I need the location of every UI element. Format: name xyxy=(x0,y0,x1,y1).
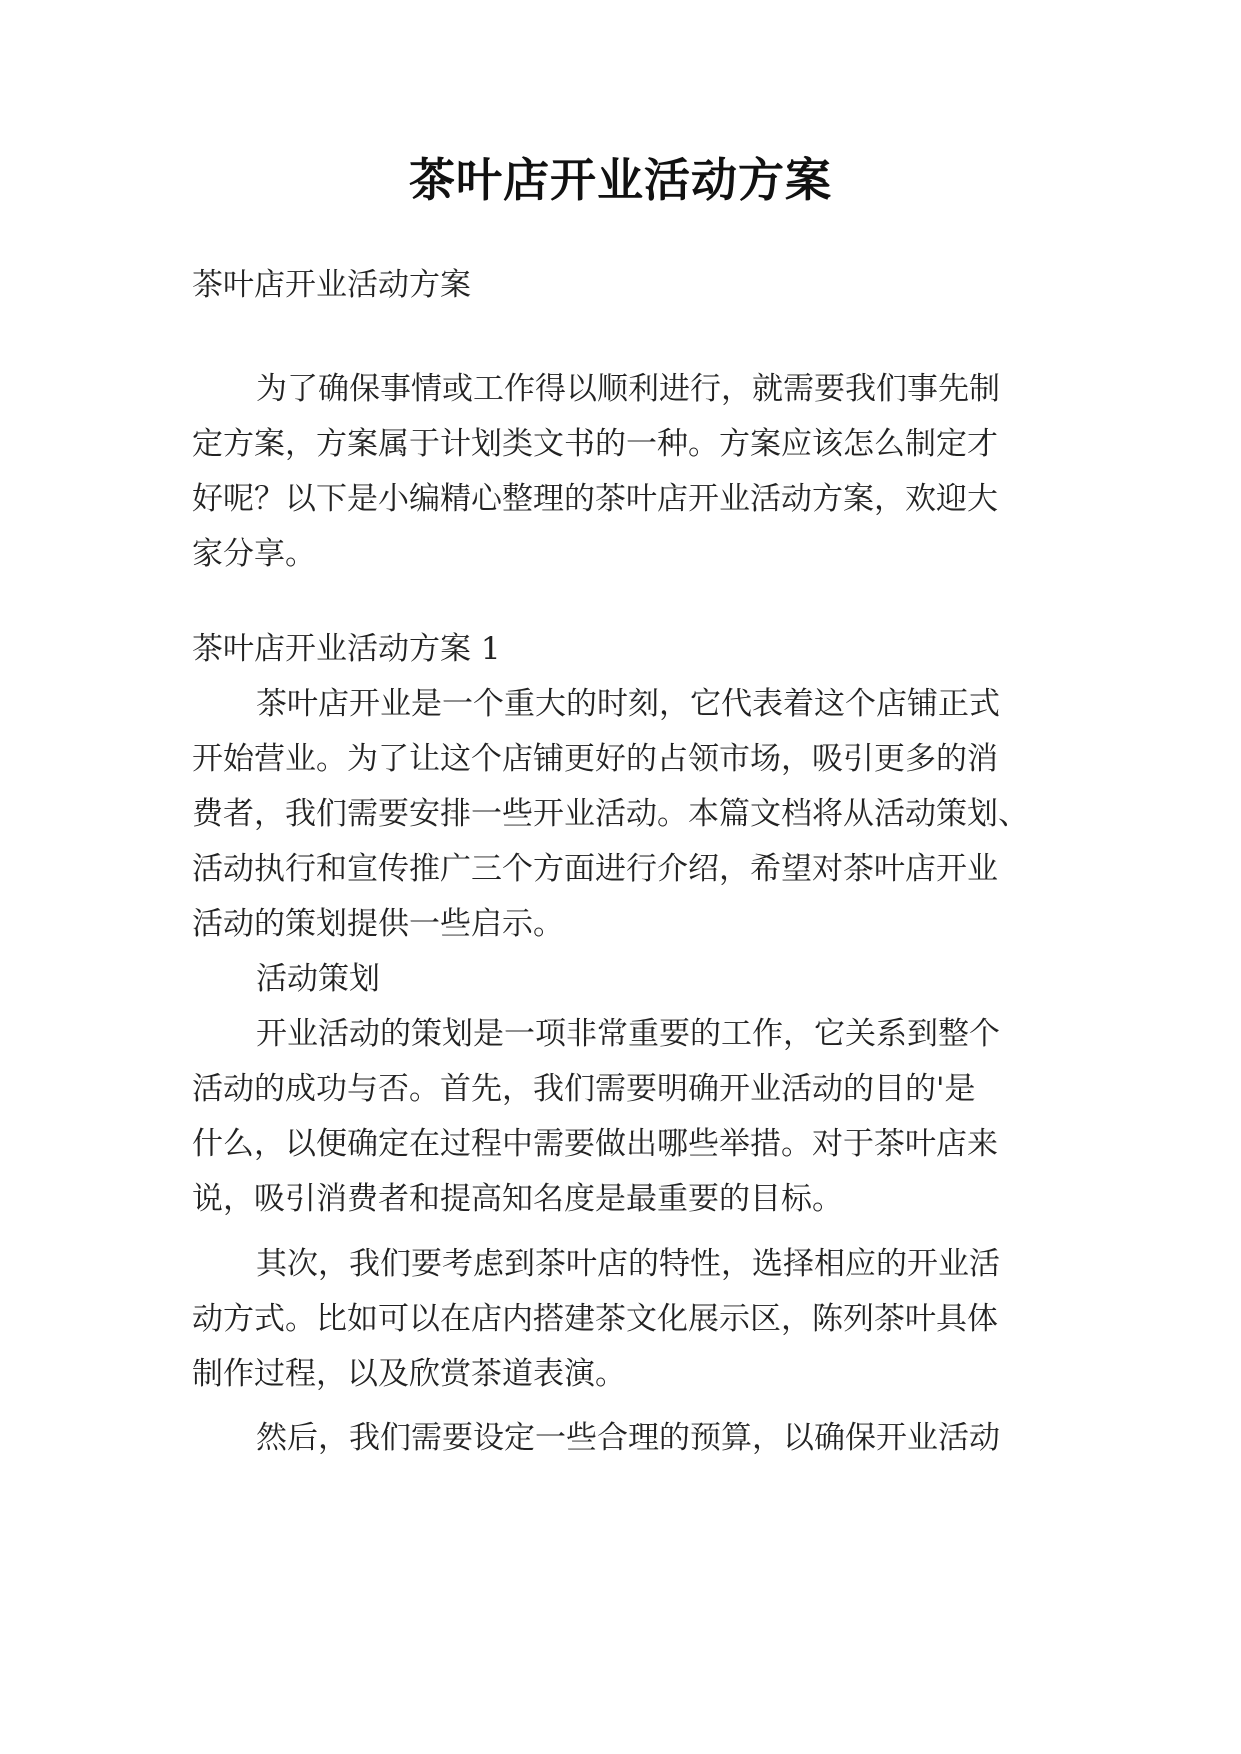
paragraph-line: 然后，我们需要设定一些合理的预算，以确保开业活动 xyxy=(256,1420,1000,1456)
intro-line: 好呢？以下是小编精心整理的茶叶店开业活动方案，欢迎大 xyxy=(192,481,998,517)
intro-line: 家分享。 xyxy=(192,536,316,572)
paragraph-line: 费者，我们需要安排一些开业活动。本篇文档将从活动策划、 xyxy=(192,796,1029,832)
paragraph-line: 其次，我们要考虑到茶叶店的特性，选择相应的开业活 xyxy=(256,1246,1000,1282)
paragraph-line: 开始营业。为了让这个店铺更好的占领市场，吸引更多的消 xyxy=(192,741,998,777)
paragraph-line: 活动执行和宣传推广三个方面进行介绍，希望对茶叶店开业 xyxy=(192,851,998,887)
paragraph-line: 开业活动的策划是一项非常重要的工作，它关系到整个 xyxy=(256,1016,1000,1052)
paragraph-line: 什么，以便确定在过程中需要做出哪些举措。对于茶叶店来 xyxy=(192,1126,998,1162)
paragraph-line: 活动的成功与否。首先，我们需要明确开业活动的目的'是 xyxy=(192,1071,976,1107)
section-heading: 茶叶店开业活动方案 1 xyxy=(192,631,501,667)
paragraph-line: 动方式。比如可以在店内搭建茶文化展示区，陈列茶叶具体 xyxy=(192,1301,998,1337)
paragraph-line: 茶叶店开业是一个重大的时刻，它代表着这个店铺正式 xyxy=(256,686,1000,722)
paragraph-line: 活动的策划提供一些启示。 xyxy=(192,906,564,942)
paragraph-line: 制作过程，以及欣赏茶道表演。 xyxy=(192,1356,626,1392)
intro-line: 定方案，方案属于计划类文书的一种。方案应该怎么制定才 xyxy=(192,426,998,462)
subheading-planning: 活动策划 xyxy=(256,961,380,997)
document-subtitle: 茶叶店开业活动方案 xyxy=(192,267,471,303)
intro-line: 为了确保事情或工作得以顺利进行，就需要我们事先制 xyxy=(256,371,1000,407)
document-title: 茶叶店开业活动方案 xyxy=(409,153,832,207)
paragraph-line: 说，吸引消费者和提高知名度是最重要的目标。 xyxy=(192,1181,843,1217)
